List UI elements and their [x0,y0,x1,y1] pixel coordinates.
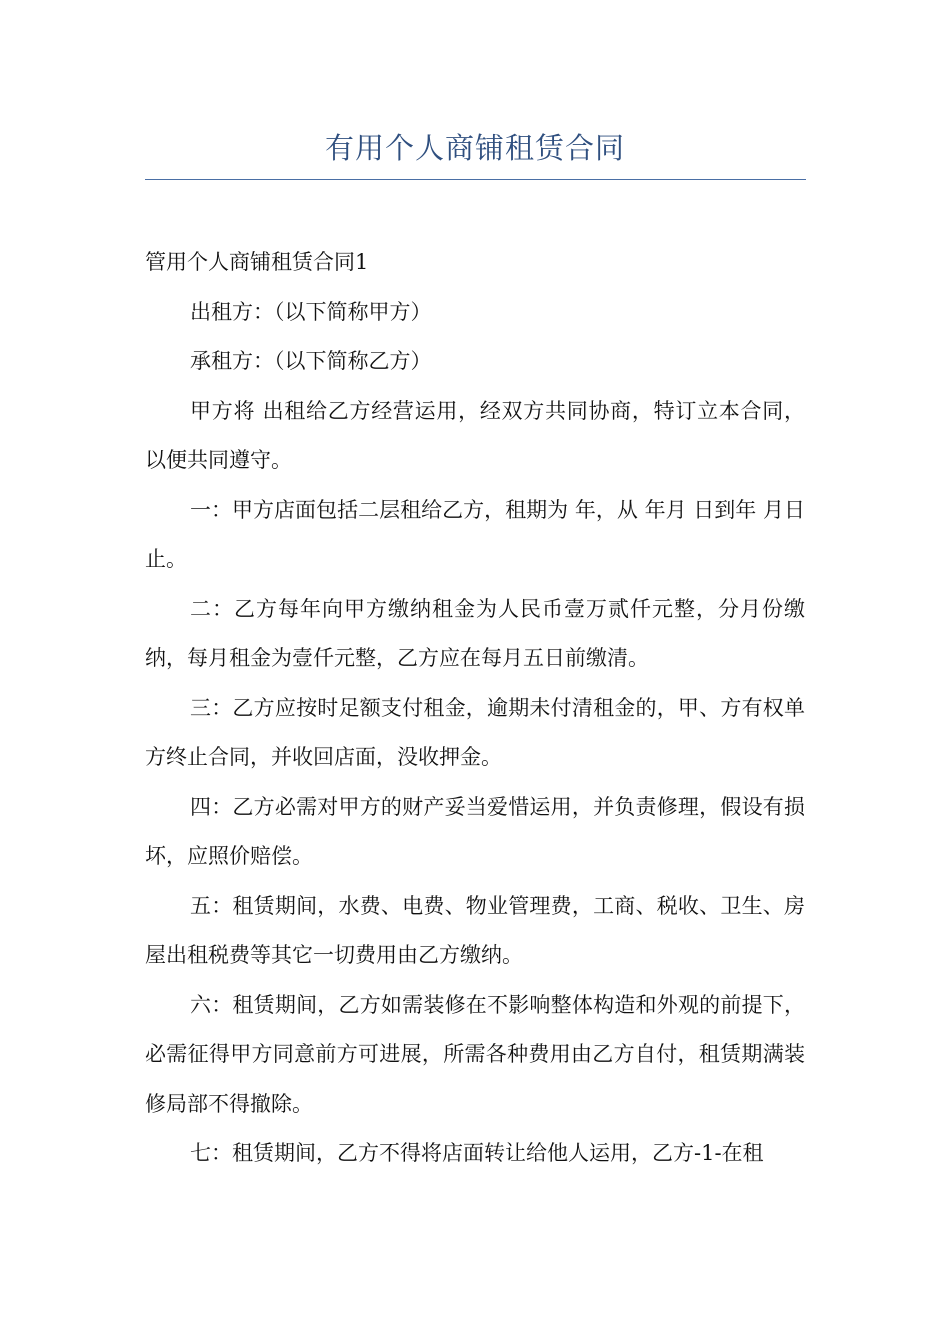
clause-5: 五：租赁期间，水费、电费、物业管理费，工商、税收、卫生、房屋出租税费等其它一切费用由乙方缴纳。 [145,893,805,967]
clause-4: 四：乙方必需对甲方的财产妥当爱惜运用，并负责修理，假设有损坏，应照价赔偿。 [145,794,805,868]
clause-2: 二：乙方每年向甲方缴纳租金为人民币壹万贰仟元整，分月份缴纳，每月租金为壹仟元整，乙方应在每月五日前缴清。 [145,596,805,670]
clause-6: 六：租赁期间，乙方如需装修在不影响整体构造和外观的前提下，必需征得甲方同意前方可进展，所需各种费用由乙方自付，租赁期满装修局部不得撤除。 [145,992,805,1116]
clause-3: 三：乙方应按时足额支付租金，逾期未付清租金的，甲、方有权单方终止合同，并收回店面，没收押金。 [145,695,805,769]
paragraph-lessee: 承租方：（以下简称乙方） [190,349,432,373]
paragraph-preamble: 甲方将 出租给乙方经营运用，经双方共同协商，特订立本合同，以便共同遵守。 [145,398,805,472]
paragraph-heading: 管用个人商铺租赁合同1 [145,250,369,274]
document-body [145,238,805,1179]
title-underline [145,179,806,180]
document-title: 有用个人商铺租赁合同 [324,131,625,165]
clause-7: 七：租赁期间，乙方不得将店面转让给他人运用，乙方-1-在租 [190,1141,764,1165]
paragraph-lessor: 出租方：（以下简称甲方） [190,299,432,324]
clause-1: 一：甲方店面包括二层租给乙方，租期为 年，从 年月 日到年 月日止。 [145,497,805,571]
